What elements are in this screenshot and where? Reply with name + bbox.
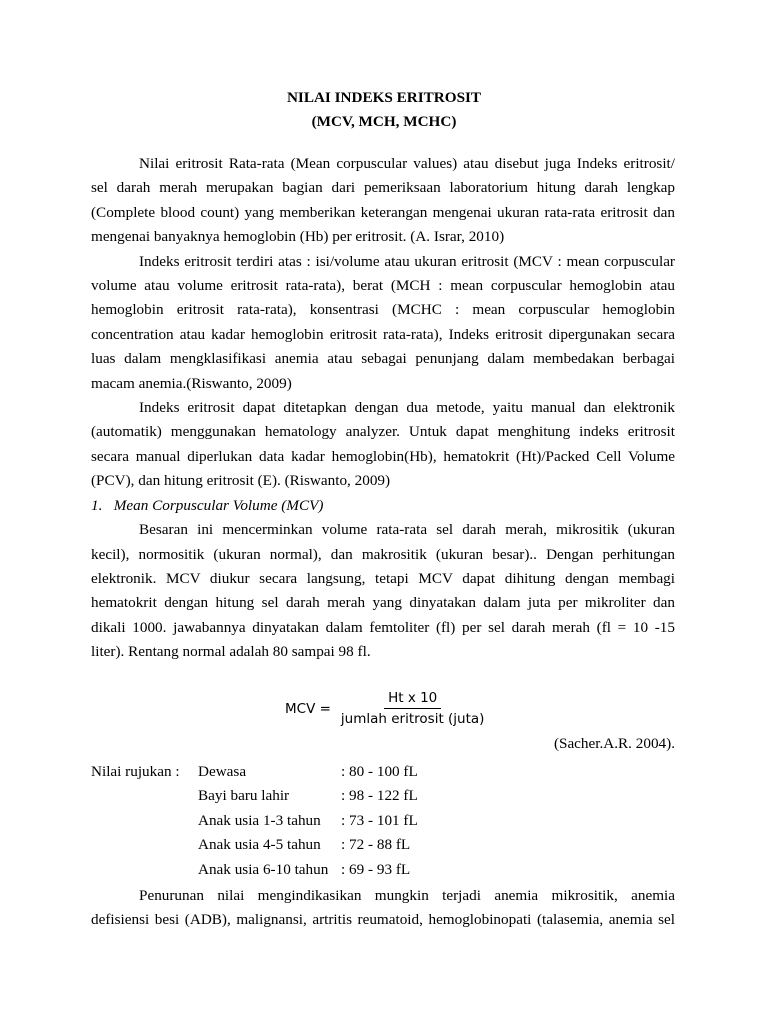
section-heading: 1. Mean Corpuscular Volume (MCV) — [91, 496, 324, 514]
reference-range: : 69 - 93 fL — [341, 861, 411, 878]
document-title: NILAI INDEKS ERITROSIT — [286, 89, 482, 106]
reference-group: Dewasa — [198, 763, 247, 780]
text-line: liter). Rentang normal adalah 80 sampai 98 fl. — [91, 643, 371, 661]
reference-group: Bayi baru lahir — [198, 787, 290, 804]
reference-range: : 73 - 101 fL — [341, 812, 418, 829]
text-line: hematokrit dengan hitung sel darah merah yang dinyatakan dalam juta per mikroliter dan — [91, 594, 675, 612]
formula-numerator: Ht x 10 — [384, 690, 441, 709]
reference-row — [198, 858, 498, 882]
text-line: (Complete blood count) yang memberikan keterangan mengenai ukuran rata-rata eritrosit dan — [91, 203, 675, 221]
formula-fraction — [337, 690, 489, 727]
reference-row — [198, 760, 498, 784]
text-line: Indeks eritrosit dapat ditetapkan dengan dua metode, yaitu manual dan elektronik — [139, 399, 675, 417]
paragraph-3 — [91, 396, 675, 494]
text-line: secara manual diperlukan data kadar hemoglobin(Hb), hematokrit (Ht)/Packed Cell Volume — [91, 447, 675, 465]
document-body — [91, 152, 675, 665]
text-line: kecil), normositik (ukuran normal), dan makrositik (ukuran besar).. Dengan perhitungan — [91, 545, 675, 563]
text-line: Penurunan nilai mengindikasikan mungkin terjadi anemia mikrositik, anemia — [139, 887, 675, 904]
formula-lhs: MCV = — [285, 700, 331, 717]
reference-row — [198, 833, 498, 857]
paragraph-2 — [91, 250, 675, 396]
reference-row — [198, 784, 498, 808]
text-line: macam anemia.(Riswanto, 2009) — [91, 374, 292, 392]
paragraph-5 — [91, 884, 675, 933]
document-subtitle: (MCV, MCH, MCHC) — [311, 113, 457, 130]
formula-denominator: jumlah eritrosit (juta) — [340, 711, 485, 727]
citation: (Sacher.A.R. 2004). — [553, 735, 675, 752]
reference-label: Nilai rujukan : — [91, 763, 180, 780]
text-line: hemoglobin eritrosit rata-rata), konsentrasi (MCHC : mean corpuscular hemoglobin — [91, 301, 675, 319]
mcv-formula — [285, 690, 488, 727]
text-line: sel darah merah merupakan bagian dari pemeriksaan laboratorium hitung darah lengkap — [91, 179, 675, 197]
text-line: mengenai banyaknya hemoglobin (Hb) per eritrosit. (A. Israr, 2010) — [91, 228, 505, 246]
text-line: elektronik. MCV diukur secara langsung, tetapi MCV dapat dihitung dengan membagi — [91, 569, 675, 587]
text-line: (PCV), dan hitung eritrosit (E). (Riswanto, 2009) — [91, 472, 391, 490]
reference-group: Anak usia 6-10 tahun — [198, 861, 329, 878]
text-line: dikali 1000. jawabannya dinyatakan dalam femtoliter (fl) per sel darah merah (fl = 10 -15 — [91, 618, 675, 636]
reference-group: Anak usia 4-5 tahun — [198, 836, 321, 853]
text-line: (automatik) menggunakan hematology analyzer. Untuk dapat menghitung indeks eritrosit — [91, 423, 675, 441]
reference-group: Anak usia 1-3 tahun — [198, 812, 321, 829]
reference-range: : 72 - 88 fL — [341, 836, 411, 853]
text-line: defisiensi besi (ADB), malignansi, artritis reumatoid, hemoglobinopati (talasemia, anemia sel — [91, 911, 675, 929]
text-line: volume atau volume eritrosit rata-rata), berat (MCH : mean corpuscular hemoglobin atau — [91, 277, 675, 295]
text-line: concentration atau kadar hemoglobin eritrosit rata-rata), Indeks eritrosit dipergunakan secara — [91, 325, 675, 343]
paragraph-4 — [91, 518, 675, 664]
paragraph-1 — [91, 152, 675, 250]
reference-row — [198, 809, 498, 833]
reference-range: : 80 - 100 fL — [341, 763, 418, 780]
reference-range: : 98 - 122 fL — [341, 787, 418, 804]
text-line: Nilai eritrosit Rata-rata (Mean corpuscular values) atau disebut juga Indeks eritrosit/ — [139, 155, 675, 172]
text-line: luas dalam mengklasifikasi anemia atau sebagai penunjang dalam membedakan berbagai — [91, 350, 675, 368]
text-line: Besaran ini mencerminkan volume rata-rata sel darah merah, mikrositik (ukuran — [139, 521, 675, 539]
text-line: Indeks eritrosit terdiri atas : isi/volume atau ukuran eritrosit (MCV : mean corpuscular — [139, 252, 675, 270]
